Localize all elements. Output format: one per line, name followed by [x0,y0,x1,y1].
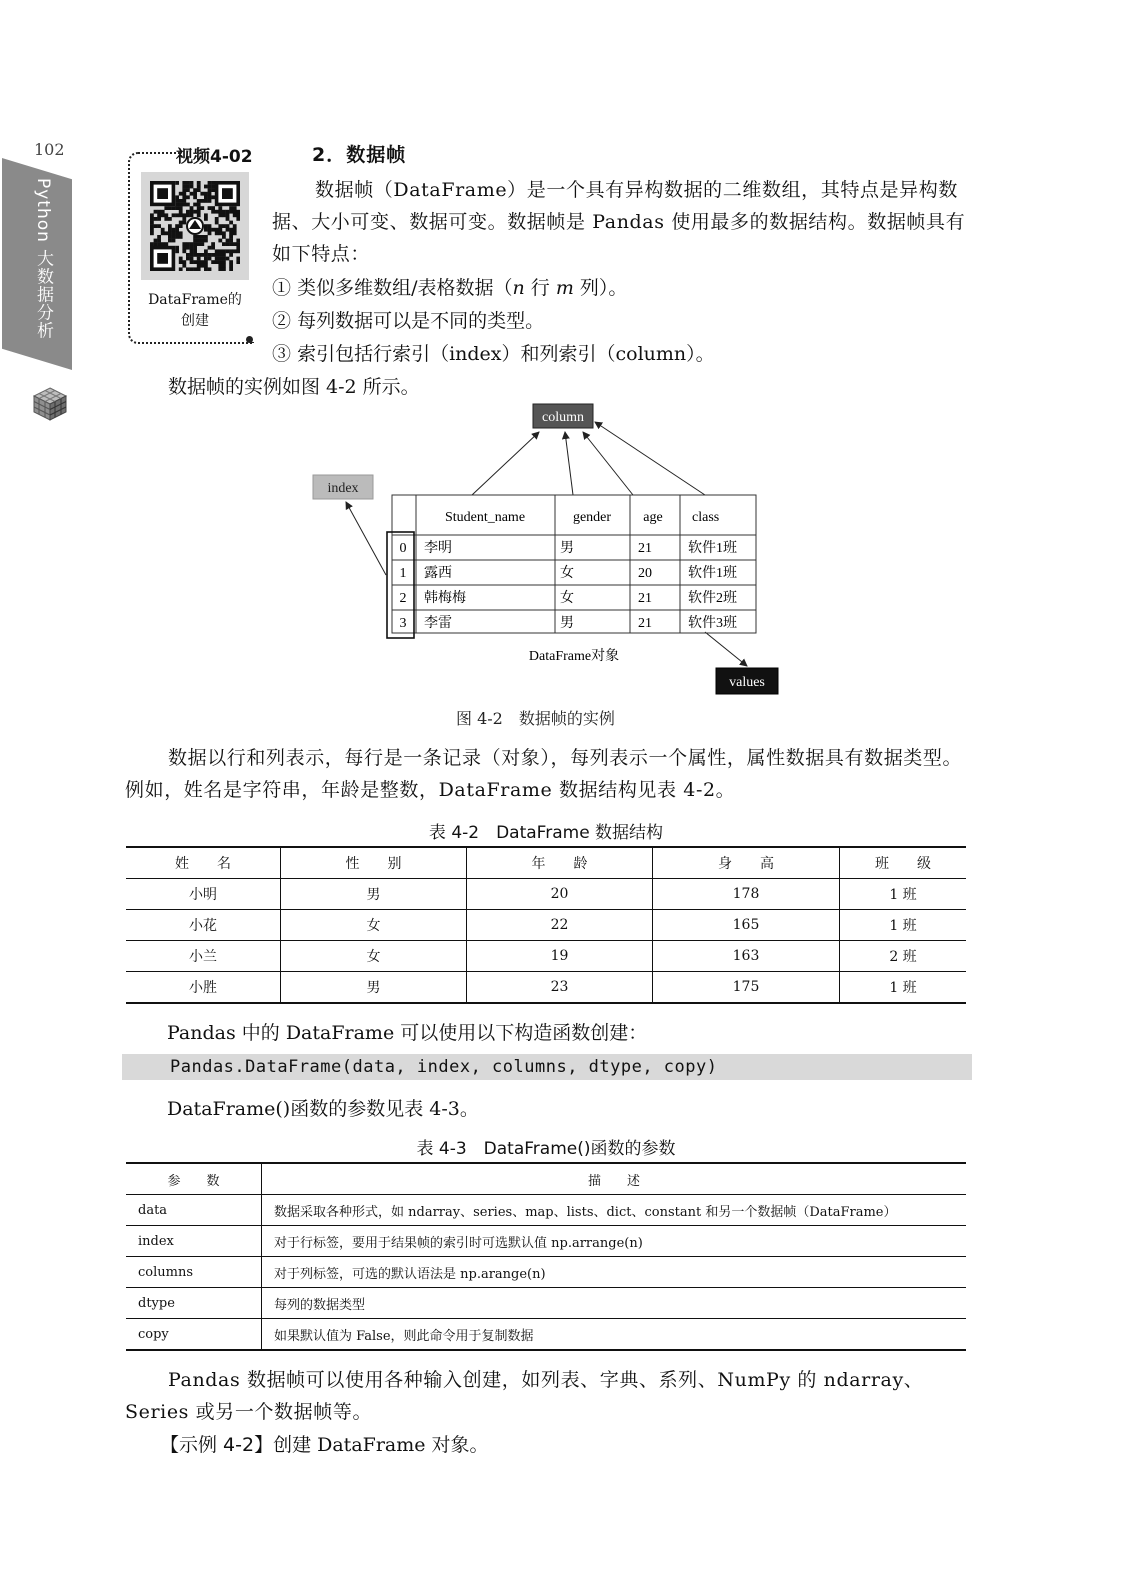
qr-code-icon[interactable] [150,181,240,271]
table-cell: 男 [281,972,467,1004]
video-caption-line1: DataFrame的 [148,292,242,308]
example-heading [160,1430,489,1457]
callout-dot [246,336,253,343]
fig-row-age: 21 [638,616,652,631]
table-row [126,1195,966,1226]
table-header-cell: 班 级 [840,847,967,879]
table-header-cell: 身 高 [653,847,840,879]
param-name-cell: copy [126,1319,262,1351]
table-cell: 小胜 [126,972,281,1004]
table-row [126,1226,966,1257]
table-cell: 20 [467,879,653,910]
table-cell: 男 [281,879,467,910]
table-cell: 178 [653,879,840,910]
video-caption [142,290,248,332]
table-header-row [126,847,966,879]
fig-header-gender: gender [572,510,612,525]
feature-item-2: ② 每列数据可以是不同的类型。 [272,310,545,332]
table-cell: 1 班 [840,972,967,1004]
table-cell: 小兰 [126,941,281,972]
table-cell: 165 [653,910,840,941]
table-row [126,879,966,910]
fig-row-name: 韩梅梅 [424,591,466,606]
table-header-cell: 描 述 [262,1163,967,1195]
table-42-caption: 表 4-2 DataFrame 数据结构 [428,823,664,843]
figure-caption: 图 4-2 数据帧的实例 [456,709,615,728]
feature-item-3: ③ 索引包括行索引（index）和列索引（column）。 [272,343,715,365]
example-text: 创建 DataFrame 对象。 [273,1434,489,1456]
fig-row-class: 软件1班 [688,566,737,581]
table-43-caption: 表 4-3 DataFrame()函数的参数 [416,1139,676,1159]
table-cell: 22 [467,910,653,941]
fig-row-class: 软件1班 [688,541,737,556]
table-cell: 小花 [126,910,281,941]
chapter-side-tab-label: Python 大数据分析 [33,178,53,340]
param-name-cell: dtype [126,1288,262,1319]
table-header-cell: 参 数 [126,1163,262,1195]
param-desc-cell: 每列的数据类型 [262,1288,967,1319]
fig-row-age: 21 [638,541,652,556]
fig-header-name: Student_name [444,510,526,525]
fig-header-class: class [692,510,720,525]
table-cell: 1 班 [840,910,967,941]
param-desc-cell: 对于行标签，要用于结果帧的索引时可选默认值 np.arrange(n) [262,1226,967,1257]
fig-row-gender: 男 [560,616,574,631]
video-label: 视频4-02 [176,147,253,167]
table-row [126,972,966,1004]
feature-marker: ③ [272,343,292,365]
values-label: values [729,675,765,690]
paragraph-4: DataFrame()函数的参数见表 4-3。 [167,1098,479,1120]
feature-item-1: ① 类似多维数组/表格数据（n 行 m 列）。 [272,277,628,299]
fig-row-name: 李雷 [424,616,452,631]
paragraph-3: Pandas 中的 DataFrame 可以使用以下构造函数创建： [167,1022,648,1044]
table-43 [126,1162,966,1351]
table-cell: 小明 [126,879,281,910]
fig-header-age: age [643,510,663,525]
table-header-cell: 姓 名 [126,847,281,879]
rubiks-cube-icon [30,384,70,424]
table-cell: 女 [281,910,467,941]
fig-row-gender: 女 [560,591,574,606]
dataframe-figure [300,400,800,700]
fig-row-name: 李明 [424,541,452,556]
param-name-cell: data [126,1195,262,1226]
param-desc-cell: 数据采取各种形式，如 ndarray、series、map、lists、dict、constant 和另一个数据帧（DataFrame） [262,1195,967,1226]
video-caption-line2: 创建 [181,313,209,329]
fig-row-gender: 女 [560,566,574,581]
fig-row-name: 露西 [424,566,452,581]
fig-row-class: 软件2班 [688,591,737,606]
table-cell: 163 [653,941,840,972]
table-row [126,1288,966,1319]
param-name-cell: columns [126,1257,262,1288]
paragraph-2: 数据以行和列表示，每行是一条记录（对象），每列表示一个属性，属性数据具有数据类型。例如，姓名是字符串，年龄是整数，DataFrame 数据结构见表 4-2。 [125,747,963,801]
feature-marker: ① [272,277,292,299]
table-header-cell: 性 别 [281,847,467,879]
table-row [126,910,966,941]
param-desc-cell: 对于列标签，可选的默认语法是 np.arange(n) [262,1257,967,1288]
table-cell: 女 [281,941,467,972]
column-label: column [542,410,584,425]
fig-row-class: 软件3班 [688,616,737,631]
param-desc-cell: 如果默认值为 False，则此命令用于复制数据 [262,1319,967,1351]
table-header-cell: 年 龄 [467,847,653,879]
table-42 [126,846,966,1004]
index-label: index [327,481,359,496]
table-cell: 19 [467,941,653,972]
page-number: 102 [34,140,65,159]
fig-row-gender: 男 [560,541,574,556]
fig-row-index: 0 [399,541,407,556]
fig-row-index: 1 [399,566,407,581]
paragraph-5: Pandas 数据帧可以使用各种输入创建，如列表、字典、系列、NumPy 的 ndarray、Series 或另一个数据帧等。 [125,1369,924,1423]
example-tag: 【示例 4-2】 [160,1434,274,1456]
fig-row-index: 2 [399,591,407,606]
table-header-row [126,1163,966,1195]
table-row [126,1257,966,1288]
example-intro: 数据帧的实例如图 4-2 所示。 [168,376,420,398]
dataframe-object-label: DataFrame对象 [528,649,620,664]
param-name-cell: index [126,1226,262,1257]
intro-paragraph: 数据帧（DataFrame）是一个具有异构数据的二维数组，其特点是异构数据、大小可变、数据可变。数据帧是 Pandas 使用最多的数据结构。数据帧具有如下特点： [272,179,966,265]
table-cell: 2 班 [840,941,967,972]
fig-row-age: 20 [638,566,652,581]
table-row [126,941,966,972]
feature-marker: ② [272,310,292,332]
table-cell: 175 [653,972,840,1004]
fig-row-age: 21 [638,591,652,606]
section-heading: 2．数据帧 [312,144,407,166]
code-line: Pandas.DataFrame(data, index, columns, dtype, copy) [170,1057,718,1077]
fig-row-index: 3 [399,616,407,631]
table-row [126,1319,966,1351]
table-cell: 23 [467,972,653,1004]
table-cell: 1 班 [840,879,967,910]
